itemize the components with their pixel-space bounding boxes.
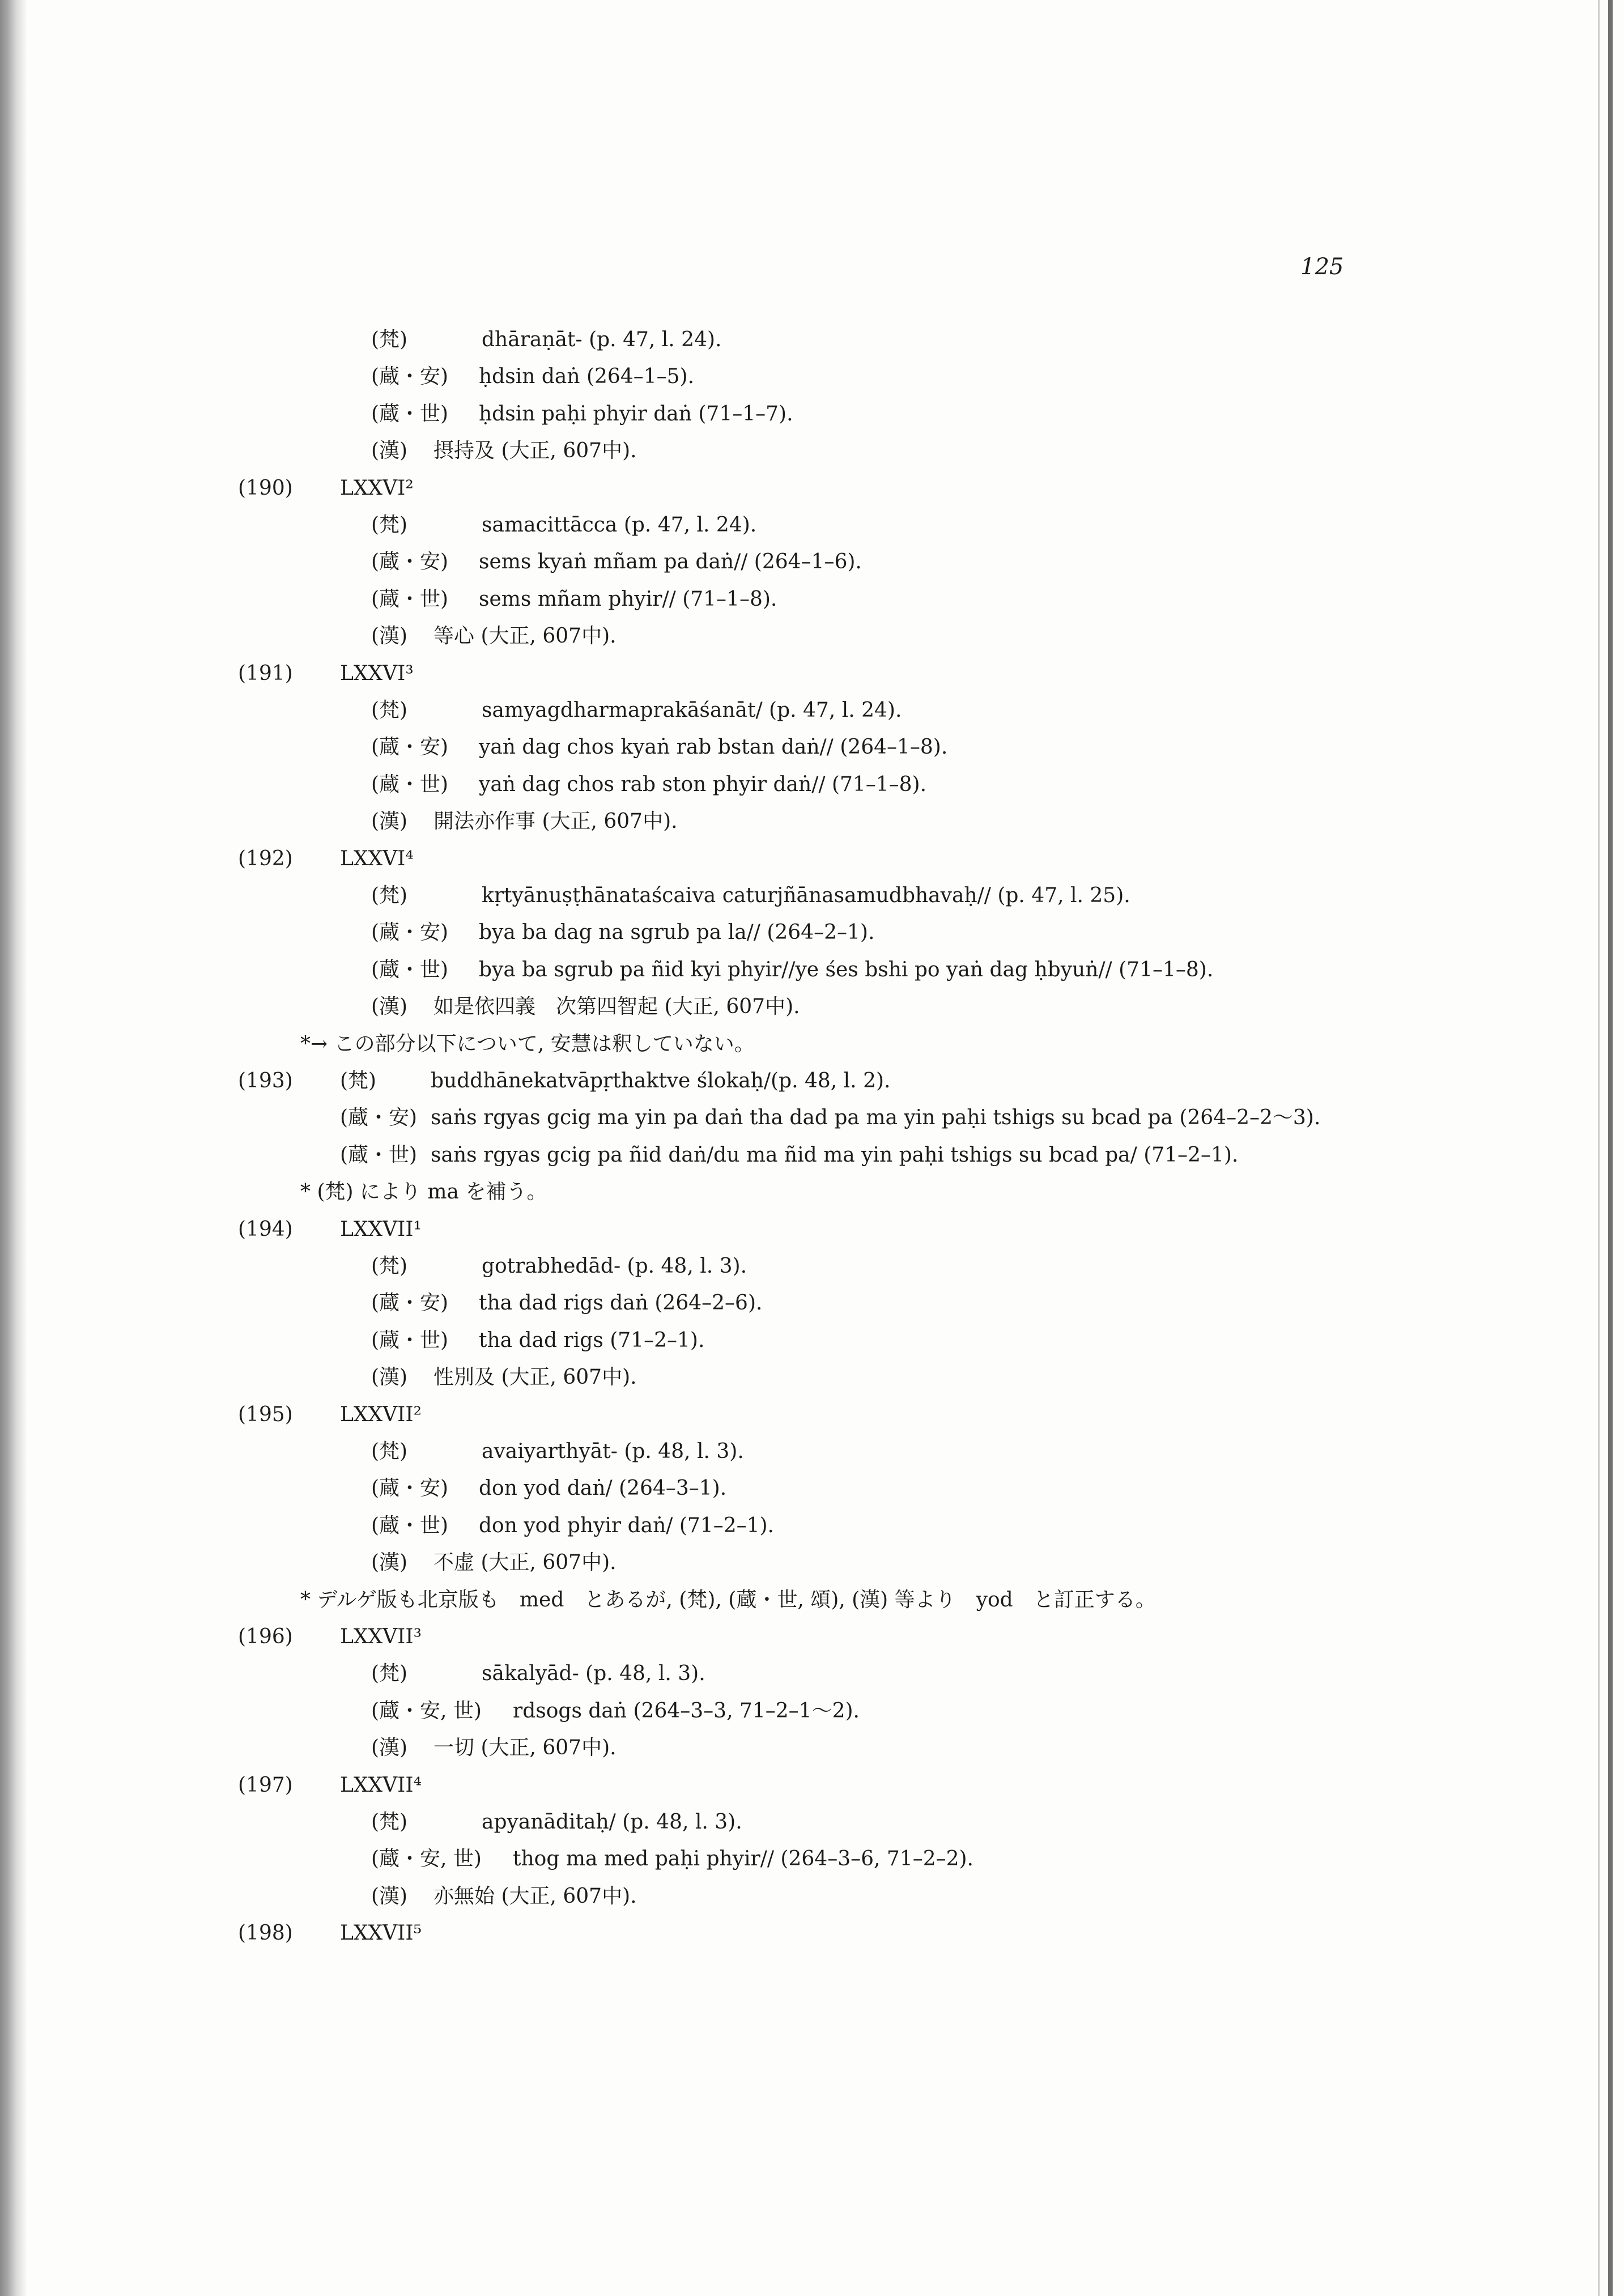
source-label: (蔵・安) bbox=[340, 1106, 418, 1130]
source-text: samacittācca (p. 47, l. 24). bbox=[482, 513, 757, 537]
footnote: * デルゲ版も北京版も med とあるが, (梵), (蔵・世, 頌), (漢) 等より yod と訂正する。 bbox=[300, 1588, 1156, 1612]
source-text: bya ba dag na sgrub pa la// (264–2–1). bbox=[479, 921, 875, 945]
source-label: (漢) bbox=[371, 810, 408, 834]
source-text: sākalyād- (p. 48, l. 3). bbox=[482, 1662, 705, 1686]
source-text: apyanāditaḥ/ (p. 48, l. 3). bbox=[482, 1810, 742, 1834]
verse-reference: LXXVII⁵ bbox=[340, 1921, 422, 1945]
source-text: saṅs rgyas gcig ma yin pa daṅ tha dad pa ma yin paḥi tshigs su bcad pa (264–2–2〜3). bbox=[431, 1106, 1321, 1130]
source-label: (蔵・世) bbox=[371, 402, 449, 426]
verse-reference: LXXVII³ bbox=[340, 1625, 422, 1648]
source-text: 摂持及 (大正, 607中). bbox=[433, 439, 637, 463]
source-text: 如是依四義 次第四智起 (大正, 607中). bbox=[433, 995, 800, 1019]
source-text: 一切 (大正, 607中). bbox=[433, 1736, 617, 1760]
page-number: 125 bbox=[1300, 254, 1344, 280]
source-text: 性別及 (大正, 607中). bbox=[433, 1366, 637, 1389]
source-label: (蔵・安) bbox=[371, 921, 449, 945]
source-label: (漢) bbox=[371, 1736, 408, 1760]
source-label: (漢) bbox=[371, 1884, 408, 1908]
source-label: (蔵・世) bbox=[371, 1513, 449, 1537]
source-label: (漢) bbox=[371, 995, 408, 1019]
source-text: tha dad rigs daṅ (264–2–6). bbox=[479, 1291, 763, 1315]
scan-edge-right bbox=[1608, 0, 1613, 2296]
source-label: (蔵・安, 世) bbox=[371, 1847, 482, 1871]
source-text: yaṅ dag chos kyaṅ rab bstan daṅ// (264–1–8). bbox=[479, 735, 948, 759]
source-label: (蔵・安) bbox=[371, 550, 449, 574]
source-label: (蔵・安) bbox=[371, 365, 449, 389]
source-text: ḥdsin paḥi phyir daṅ (71–1–7). bbox=[479, 402, 793, 426]
source-text: avaiyarthyāt- (p. 48, l. 3). bbox=[482, 1440, 744, 1463]
entry-number: (191) bbox=[238, 661, 293, 685]
source-label: (梵) bbox=[371, 513, 408, 537]
source-label: (漢) bbox=[371, 1551, 408, 1575]
source-label: (蔵・世) bbox=[371, 1328, 449, 1352]
source-label: (蔵・安, 世) bbox=[371, 1699, 482, 1723]
entry-number: (190) bbox=[238, 476, 293, 500]
scan-edge-left bbox=[0, 0, 27, 2296]
verse-reference: LXXVI⁴ bbox=[340, 847, 414, 870]
footnote: * (梵) により ma を補う。 bbox=[300, 1180, 547, 1204]
source-label: (梵) bbox=[371, 328, 408, 351]
source-label: (蔵・安) bbox=[371, 735, 449, 759]
source-text: dhāraṇāt- (p. 47, l. 24). bbox=[482, 328, 722, 351]
source-text: kṛtyānuṣṭhānataścaiva caturjñānasamudbhavaḥ// (p. 47, l. 25). bbox=[482, 884, 1130, 907]
entry-number: (192) bbox=[238, 847, 293, 870]
verse-reference: LXXVII² bbox=[340, 1402, 422, 1426]
source-text: sems kyaṅ mñam pa daṅ// (264–1–6). bbox=[479, 550, 862, 574]
source-label: (漢) bbox=[371, 1366, 408, 1389]
verse-reference: LXXVII¹ bbox=[340, 1217, 422, 1241]
entry-number: (194) bbox=[238, 1217, 293, 1241]
source-label: (蔵・安) bbox=[371, 1477, 449, 1500]
source-label: (梵) bbox=[371, 884, 408, 907]
source-text: 亦無始 (大正, 607中). bbox=[433, 1884, 637, 1908]
source-label: (蔵・世) bbox=[371, 587, 449, 611]
scan-edge-right-inner bbox=[1598, 0, 1600, 2296]
source-label: (梵) bbox=[371, 1810, 408, 1834]
source-text: rdsogs daṅ (264–3–3, 71–2–1〜2). bbox=[513, 1699, 860, 1723]
source-text: samyagdharmaprakāśanāt/ (p. 47, l. 24). bbox=[482, 699, 902, 722]
entry-number: (195) bbox=[238, 1402, 293, 1426]
source-text: don yod daṅ/ (264–3–1). bbox=[479, 1477, 727, 1500]
source-text: yaṅ dag chos rab ston phyir daṅ// (71–1–8). bbox=[479, 772, 927, 796]
source-label: (蔵・世) bbox=[340, 1143, 418, 1167]
source-label: (梵) bbox=[371, 1662, 408, 1686]
verse-reference: LXXVI² bbox=[340, 476, 414, 500]
entry-number: (196) bbox=[238, 1625, 293, 1648]
source-text: don yod phyir daṅ/ (71–2–1). bbox=[479, 1513, 774, 1537]
source-label: (梵) bbox=[371, 699, 408, 722]
entry-number: (193) bbox=[238, 1069, 293, 1092]
entry-number: (197) bbox=[238, 1773, 293, 1797]
source-text: bya ba sgrub pa ñid kyi phyir//ye śes bshi po yaṅ dag ḥbyuṅ// (71–1–8). bbox=[479, 958, 1214, 981]
source-text: ḥdsin daṅ (264–1–5). bbox=[479, 365, 695, 389]
source-text: 不虚 (大正, 607中). bbox=[433, 1551, 617, 1575]
source-label: (梵) bbox=[371, 1440, 408, 1463]
source-text: 開法亦作事 (大正, 607中). bbox=[433, 810, 678, 834]
verse-reference: LXXVII⁴ bbox=[340, 1773, 422, 1797]
verse-reference: LXXVI³ bbox=[340, 661, 414, 685]
source-text: buddhānekatvāpṛthaktve ślokaḥ/(p. 48, l. 2). bbox=[431, 1069, 891, 1092]
entry-number: (198) bbox=[238, 1921, 293, 1945]
source-label: (蔵・世) bbox=[371, 958, 449, 981]
source-text: thog ma med paḥi phyir// (264–3–6, 71–2–2). bbox=[513, 1847, 973, 1871]
source-text: gotrabhedād- (p. 48, l. 3). bbox=[482, 1255, 747, 1278]
source-label: (漢) bbox=[371, 624, 408, 648]
source-label: (蔵・世) bbox=[371, 772, 449, 796]
source-label: (漢) bbox=[371, 439, 408, 463]
source-label: (蔵・安) bbox=[371, 1291, 449, 1315]
source-text: 等心 (大正, 607中). bbox=[433, 624, 617, 648]
source-label: (梵) bbox=[340, 1069, 377, 1092]
source-text: tha dad rigs (71–2–1). bbox=[479, 1328, 705, 1352]
source-text: sems mñam phyir// (71–1–8). bbox=[479, 587, 777, 611]
source-text: saṅs rgyas gcig pa ñid daṅ/du ma ñid ma yin paḥi tshigs su bcad pa/ (71–2–1). bbox=[431, 1143, 1239, 1167]
footnote: *→ この部分以下について, 安慧は釈していない。 bbox=[300, 1032, 755, 1056]
source-label: (梵) bbox=[371, 1255, 408, 1278]
